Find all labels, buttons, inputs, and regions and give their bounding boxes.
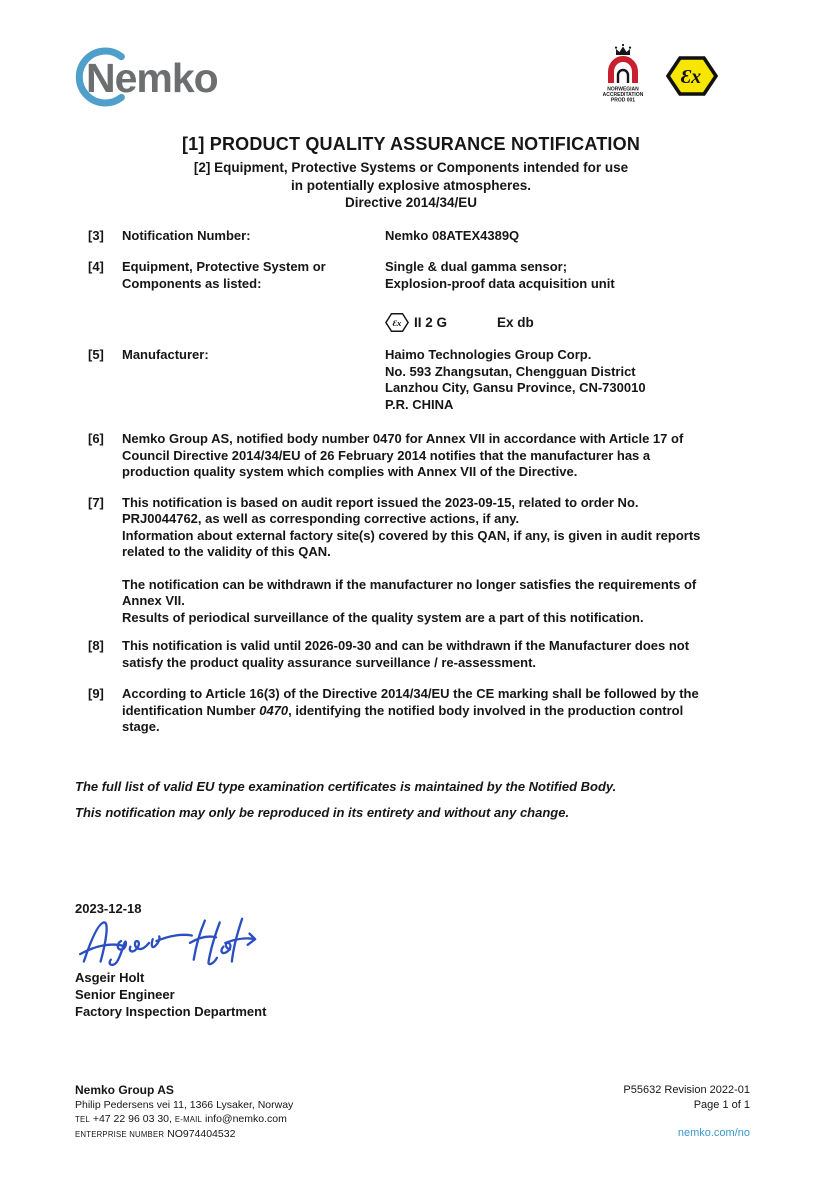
section-5-manufacturer [88, 347, 758, 413]
document-footer [75, 1083, 750, 1142]
footer-enterprise [75, 1127, 293, 1142]
section-4-ref: [4] [88, 259, 104, 274]
norwegian-accreditation-icon [594, 42, 652, 104]
legal-statements [75, 779, 758, 822]
section-8-ref: [8] [88, 638, 104, 653]
section-9-text [122, 686, 758, 736]
section-6-notified-body [88, 431, 758, 481]
footer-address: Philip Pedersens vei 11, 1366 Lysaker, Norway [75, 1099, 294, 1111]
equipment-value [385, 259, 758, 333]
section-4-equipment [88, 259, 758, 333]
section-7-line-2: PRJ0044762, as well as corresponding corrective actions, if any. [122, 511, 520, 526]
manufacturer-value [385, 347, 758, 413]
ex-hexagon-small-icon [385, 312, 409, 333]
manufacturer-label: Manufacturer: [122, 347, 209, 362]
section-9-line-3: stage. [122, 719, 160, 734]
nemko-logo-text: Nemko [86, 55, 218, 101]
accreditation-label-2: ACCREDITATION [602, 92, 644, 98]
section-8-line-2: satisfy the product quality assurance surveillance / re-assessment. [122, 654, 537, 670]
enterprise-number: NO974404532 [167, 1128, 236, 1140]
nemko-logo-icon [70, 42, 228, 108]
statement-reproduction: This notification may only be reproduced in its entirety and without any change. [75, 805, 570, 820]
section-3-notification-number [88, 228, 758, 245]
section-9-ref: [9] [88, 686, 104, 701]
manufacturer-address-2: Lanzhou City, Gansu Province, CN-730010 [385, 380, 646, 395]
section-3-ref: [3] [88, 227, 104, 243]
signature-block [75, 900, 822, 1020]
tel-number: +47 22 96 03 30, [92, 1113, 172, 1125]
equipment-label [122, 259, 385, 292]
section-7-line-6: Annex VII. [122, 593, 185, 608]
section-6-line-3: production quality system which complies with Annex VII of the Directive. [122, 464, 578, 479]
footer-company-block [75, 1083, 293, 1142]
handwritten-signature-icon [71, 915, 281, 969]
section-5-ref: [5] [88, 347, 104, 362]
section-6-line-2: Council Directive 2014/34/EU of 26 February 2014 notifies that the manufacturer has a [122, 447, 651, 463]
email-address: info@nemko.com [205, 1113, 287, 1125]
atex-marking-row [385, 311, 758, 333]
ex-hexagon-text: Ɛx [680, 66, 702, 88]
manufacturer-name: Haimo Technologies Group Corp. [385, 347, 592, 362]
section-6-line-1: Nemko Group AS, notified body number 0470 for Annex VII in accordance with Article 17 of [122, 431, 684, 446]
section-7-line-7: Results of periodical surveillance of the quality system are a part of this notification. [122, 609, 644, 625]
section-6-ref: [6] [88, 431, 104, 446]
signer-name: Asgeir Holt [75, 969, 145, 985]
document-reference: P55632 Revision 2022-01 [623, 1084, 750, 1096]
section-9-line-2-pre: identification Number [122, 702, 260, 718]
title-block [0, 134, 822, 212]
ex-hexagon-icon [666, 54, 718, 98]
marking-protection-type: Ex db [497, 314, 534, 330]
footer-reference-block [623, 1083, 750, 1141]
ex-hexagon-small-text: Ɛx [392, 317, 402, 328]
section-6-text [122, 431, 758, 481]
accreditation-a-inner [618, 70, 628, 83]
section-7-line-5: The notification can be withdrawn if the manufacturer no longer satisfies the requirements of [122, 576, 697, 592]
signer-role: Senior Engineer [75, 986, 175, 1002]
section-8-text [122, 638, 758, 671]
statement-certificate-list: The full list of valid EU type examination certificates is maintained by the Notified Body. [75, 778, 617, 794]
paragraph-gap [122, 561, 758, 577]
nemko-logo [70, 42, 228, 113]
signer-department: Factory Inspection Department [75, 1003, 267, 1019]
section-9-line-1: According to Article 16(3) of the Directive 2014/34/EU the CE marking shall be followed by the [122, 686, 699, 701]
notified-body-number-italic: 0470 [259, 702, 289, 718]
equipment-value-line-2: Explosion-proof data acquisition unit [385, 275, 615, 291]
accreditation-label-1: NORWEGIAN [607, 86, 639, 93]
sections [88, 228, 758, 736]
document-subtitle-2: in potentially explosive atmospheres. [290, 177, 532, 193]
tel-label: TEL [75, 1115, 90, 1124]
notification-number-label: Notification Number: [122, 227, 251, 243]
section-7-ref: [7] [88, 494, 104, 510]
manufacturer-country: P.R. CHINA [385, 396, 454, 412]
certification-marks [594, 42, 718, 104]
section-7-line-4: related to the validity of this QAN. [122, 544, 331, 559]
document-subtitle-1: [2] Equipment, Protective Systems or Components intended for use [193, 160, 629, 175]
notification-number-value: Nemko 08ATEX4389Q [385, 227, 520, 243]
section-7-text [122, 495, 758, 627]
section-8-validity [88, 638, 758, 671]
section-7-line-3: Information about external factory site(s) covered by this QAN, if any, is given in audit reports [122, 527, 701, 543]
footer-company-name: Nemko Group AS [75, 1083, 174, 1097]
nemko-website-link[interactable]: nemko.com/no [677, 1127, 750, 1139]
document-subtitle-3: Directive 2014/34/EU [344, 195, 478, 210]
issue-date: 2023-12-18 [75, 900, 142, 916]
document-header [0, 0, 822, 108]
enterprise-number-label: ENTERPRISE NUMBER [75, 1130, 165, 1139]
section-9-line-2-post: , identifying the notified body involved in the production control [288, 702, 684, 718]
footer-contact [75, 1112, 293, 1127]
accreditation-label-3: PROD 001 [610, 97, 636, 104]
marking-group: II 2 G [414, 314, 448, 330]
section-7-audit-basis [88, 495, 758, 627]
email-label: E-MAIL [174, 1115, 203, 1124]
equipment-label-line-1: Equipment, Protective System or [122, 259, 326, 274]
section-7-line-1: This notification is based on audit report issued the 2023-09-15, related to order No. [122, 494, 639, 510]
document-title: [1] PRODUCT QUALITY ASSURANCE NOTIFICATION [181, 134, 641, 154]
equipment-value-line-1: Single & dual gamma sensor; [385, 259, 568, 274]
section-8-line-1: This notification is valid until 2026-09-30 and can be withdrawn if the Manufacturer does not [122, 638, 690, 653]
section-9-line-2 [122, 703, 758, 720]
section-9-ce-marking [88, 686, 758, 736]
page-indicator: Page 1 of 1 [693, 1099, 750, 1111]
manufacturer-address-1: No. 593 Zhangsutan, Chengguan District [385, 363, 636, 379]
equipment-label-line-2: Components as listed: [122, 275, 262, 291]
crown-icon [615, 44, 631, 55]
